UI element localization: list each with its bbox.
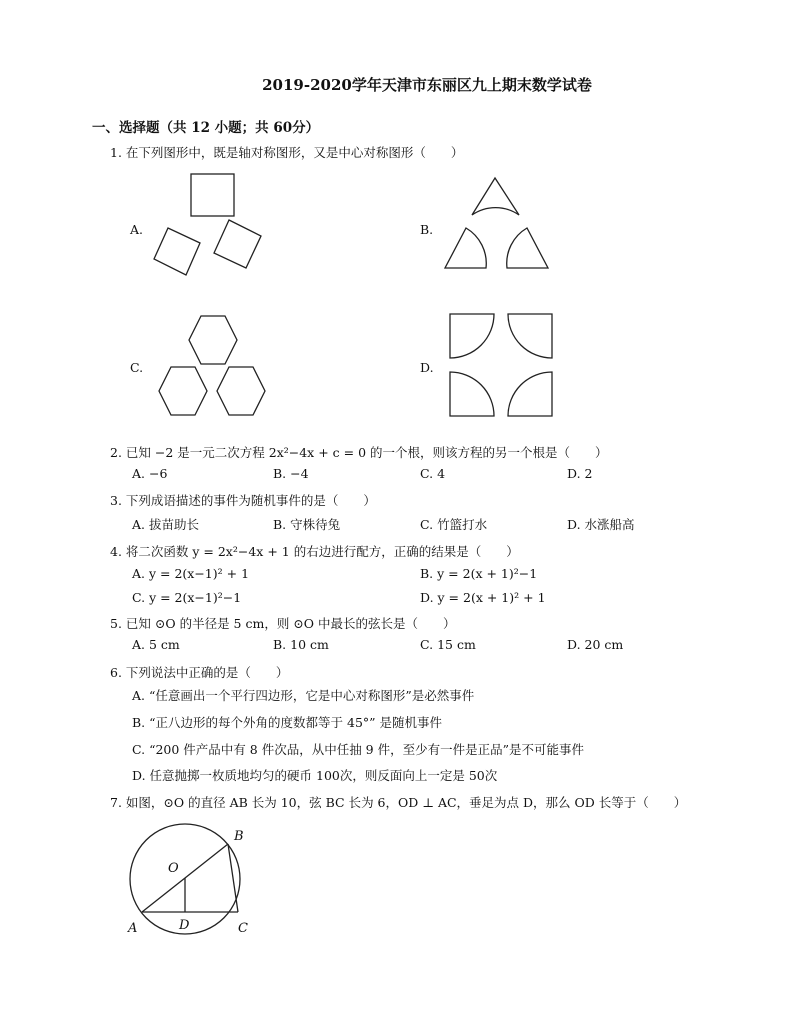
question-7-stem: 7. 如图，⊙O 的直径 AB 长为 10，弦 BC 长为 6，OD ⊥ AC，垂足为点 D，那么 OD 长等于（ ） — [110, 795, 687, 810]
square-top — [191, 174, 234, 216]
page-title: 2019-2020学年天津市东丽区九上期末数学试卷 — [262, 76, 592, 94]
q2-option-b: B. −4 — [273, 466, 309, 481]
q5-option-c: C. 15 cm — [420, 637, 476, 652]
q1-option-b-label: B. — [420, 222, 434, 237]
q1-option-a-label: A. — [130, 222, 144, 237]
point-label-c: C — [238, 921, 248, 936]
question-6-stem: 6. 下列说法中正确的是（ ） — [110, 665, 289, 680]
point-label-d: D — [179, 918, 190, 933]
point-label-a: A — [128, 921, 138, 936]
quarter-bottom-right — [508, 372, 552, 416]
point-label-b: B — [234, 829, 244, 844]
quarter-top-left — [450, 314, 494, 358]
sector-left — [445, 228, 486, 268]
q3-option-b: B. 守株待兔 — [273, 517, 341, 532]
sector-right — [507, 228, 548, 268]
q4-option-d: D. y = 2(x + 1)² + 1 — [420, 590, 546, 605]
figure-three-squares — [150, 172, 280, 282]
q3-option-c: C. 竹篮打水 — [420, 517, 488, 532]
quarter-top-right — [508, 314, 552, 358]
q4-option-a: A. y = 2(x−1)² + 1 — [132, 566, 250, 581]
chord-bc — [228, 844, 238, 912]
q3-option-a: A. 拔苗助长 — [132, 517, 199, 532]
hexagon-left — [159, 367, 207, 415]
q6-option-b: B. “正八边形的每个外角的度数都等于 45°” 是随机事件 — [132, 715, 443, 730]
question-4-stem: 4. 将二次函数 y = 2x²−4x + 1 的右边进行配方，正确的结果是（ ） — [110, 544, 519, 559]
sector-top — [472, 178, 519, 215]
question-2-stem: 2. 已知 −2 是一元二次方程 2x²−4x + c = 0 的一个根，则该方程的另一个根是（ ） — [110, 445, 608, 460]
question-3-stem: 3. 下列成语描述的事件为随机事件的是（ ） — [110, 493, 376, 508]
hexagon-right — [217, 367, 265, 415]
q2-option-d: D. 2 — [567, 466, 593, 481]
q4-option-c: C. y = 2(x−1)²−1 — [132, 590, 242, 605]
q5-option-a: A. 5 cm — [132, 637, 180, 652]
q6-option-c: C. “200 件产品中有 8 件次品，从中任抽 9 件，至少有一件是正品”是不可能事件 — [132, 742, 584, 757]
question-5-stem: 5. 已知 ⊙O 的半径是 5 cm，则 ⊙O 中最长的弦长是（ ） — [110, 616, 456, 631]
q3-option-d: D. 水涨船高 — [567, 517, 635, 532]
point-label-o: O — [168, 861, 179, 876]
q2-option-c: C. 4 — [420, 466, 446, 481]
quarter-bottom-left — [450, 372, 494, 416]
figure-three-sectors — [440, 176, 555, 276]
q5-option-d: D. 20 cm — [567, 637, 624, 652]
q1-option-d-label: D. — [420, 360, 434, 375]
question-1-stem: 1. 在下列图形中，既是轴对称图形，又是中心对称图形（ ） — [110, 145, 464, 160]
square-left — [154, 228, 200, 275]
figure-four-quarter-circles — [448, 312, 558, 418]
q5-option-b: B. 10 cm — [273, 637, 329, 652]
q6-option-a: A. “任意画出一个平行四边形，它是中心对称图形”是必然事件 — [132, 688, 475, 703]
section-heading: 一、选择题（共 12 小题；共 60分） — [92, 120, 320, 136]
q1-option-c-label: C. — [130, 360, 144, 375]
q4-option-b: B. y = 2(x + 1)²−1 — [420, 566, 538, 581]
q6-option-d: D. 任意抛掷一枚质地均匀的硬币 100次，则反面向上一定是 50次 — [132, 768, 498, 783]
hexagon-top — [189, 316, 237, 364]
square-right — [214, 220, 261, 268]
figure-three-hexagons — [155, 312, 270, 422]
q2-option-a: A. −6 — [132, 466, 168, 481]
figure-circle-o — [120, 822, 260, 940]
